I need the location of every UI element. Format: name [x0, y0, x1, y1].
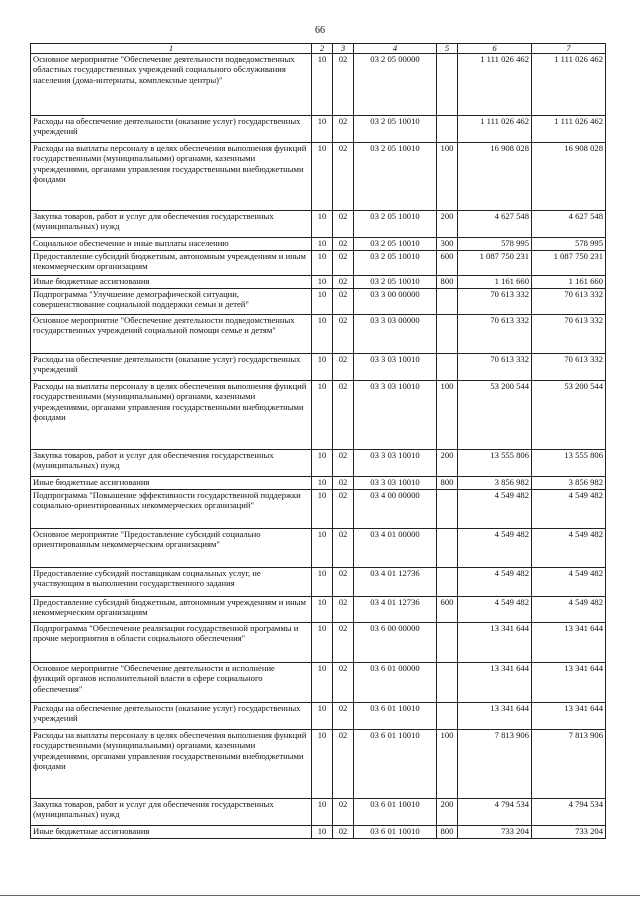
- target-article-code: 03 4 01 12736: [354, 568, 437, 597]
- amount-year-2: 13 341 644: [532, 623, 606, 663]
- budget-table: [30, 43, 606, 839]
- target-article-code: 03 2 05 10010: [354, 211, 437, 238]
- amount-year-2: 1 111 026 462: [532, 54, 606, 116]
- table-row: [31, 354, 606, 381]
- table-row: [31, 289, 606, 315]
- amount-year-2: 7 813 906: [532, 730, 606, 799]
- subsection-code: 02: [333, 211, 354, 238]
- subsection-code: 02: [333, 663, 354, 703]
- amount-year-2: 16 908 028: [532, 143, 606, 211]
- section-code: 10: [312, 799, 333, 826]
- amount-year-1: 4 549 482: [458, 597, 532, 623]
- section-code: 10: [312, 116, 333, 143]
- expense-type-code: 200: [437, 799, 458, 826]
- expenditure-name: Закупка товаров, работ и услуг для обеспечения государственных (муниципальных) нужд: [31, 799, 312, 826]
- amount-year-2: 4 627 548: [532, 211, 606, 238]
- table-row: [31, 799, 606, 826]
- section-code: 10: [312, 477, 333, 490]
- expense-type-code: [437, 529, 458, 568]
- subsection-code: 02: [333, 826, 354, 839]
- section-code: 10: [312, 529, 333, 568]
- target-article-code: 03 3 03 00000: [354, 315, 437, 354]
- amount-year-2: 53 200 544: [532, 381, 606, 450]
- target-article-code: 03 3 03 10010: [354, 354, 437, 381]
- target-article-code: 03 3 03 10010: [354, 450, 437, 477]
- expense-type-code: 600: [437, 597, 458, 623]
- subsection-code: 02: [333, 529, 354, 568]
- expenditure-name: Основное мероприятие "Предоставление субсидий социально ориентированным некоммерческим организациям": [31, 529, 312, 568]
- amount-year-1: 13 341 644: [458, 663, 532, 703]
- amount-year-2: 70 613 332: [532, 315, 606, 354]
- target-article-code: 03 2 05 10010: [354, 276, 437, 289]
- section-code: 10: [312, 315, 333, 354]
- amount-year-1: 4 549 482: [458, 529, 532, 568]
- expenditure-name: Расходы на обеспечение деятельности (оказание услуг) государственных учреждений: [31, 116, 312, 143]
- target-article-code: 03 2 05 10010: [354, 251, 437, 276]
- subsection-code: 02: [333, 315, 354, 354]
- subsection-code: 02: [333, 477, 354, 490]
- expense-type-code: 800: [437, 477, 458, 490]
- target-article-code: 03 2 05 00000: [354, 54, 437, 116]
- subsection-code: 02: [333, 568, 354, 597]
- amount-year-2: 4 794 534: [532, 799, 606, 826]
- expense-type-code: 100: [437, 143, 458, 211]
- expenditure-name: Расходы на выплаты персоналу в целях обеспечения выполнения функций государственными (муниципальными) органами, казенными учреждениями, органами управления государственными внебюджетными фондами: [31, 143, 312, 211]
- section-code: 10: [312, 251, 333, 276]
- expenditure-name: Социальное обеспечение и иные выплаты населению: [31, 238, 312, 251]
- amount-year-2: 733 204: [532, 826, 606, 839]
- expenditure-name: Подпрограмма "Обеспечение реализации государственной программы и прочие мероприятия в области социального обеспечения": [31, 623, 312, 663]
- subsection-code: 02: [333, 490, 354, 529]
- section-code: 10: [312, 354, 333, 381]
- expenditure-name: Предоставление субсидий бюджетным, автономным учреждениям и иным некоммерческим организациям: [31, 251, 312, 276]
- amount-year-2: 578 995: [532, 238, 606, 251]
- expenditure-name: Расходы на выплаты персоналу в целях обеспечения выполнения функций государственными (муниципальными) органами, казенными учреждениями, органами управления государственными внебюджетными фондами: [31, 381, 312, 450]
- subsection-code: 02: [333, 116, 354, 143]
- amount-year-1: 70 613 332: [458, 315, 532, 354]
- amount-year-1: 578 995: [458, 238, 532, 251]
- table-row: [31, 490, 606, 529]
- amount-year-2: 13 341 644: [532, 703, 606, 730]
- amount-year-2: 1 111 026 462: [532, 116, 606, 143]
- page-edge-line: [0, 895, 640, 896]
- table-row: [31, 568, 606, 597]
- expense-type-code: [437, 116, 458, 143]
- page-number: 66: [315, 25, 325, 36]
- expense-type-code: 100: [437, 381, 458, 450]
- expenditure-name: Подпрограмма "Повышение эффективности государственной поддержки социально-ориентированных некоммерческих организаций": [31, 490, 312, 529]
- expense-type-code: [437, 354, 458, 381]
- target-article-code: 03 4 01 12736: [354, 597, 437, 623]
- expense-type-code: 300: [437, 238, 458, 251]
- table-row: [31, 477, 606, 490]
- expenditure-name: Основное мероприятие "Обеспечение деятельности подведомственных областных государственных учреждений социального обслуживания населения (дома-интернаты, комплексные центры)": [31, 54, 312, 116]
- header-cell-4: 4: [354, 44, 437, 54]
- target-article-code: 03 6 01 10010: [354, 730, 437, 799]
- expenditure-name: Иные бюджетные ассигнования: [31, 276, 312, 289]
- header-row: [31, 44, 606, 54]
- table-row: [31, 529, 606, 568]
- section-code: 10: [312, 289, 333, 315]
- header-cell-5: 5: [437, 44, 458, 54]
- amount-year-2: 1 087 750 231: [532, 251, 606, 276]
- expense-type-code: [437, 315, 458, 354]
- amount-year-2: 3 856 982: [532, 477, 606, 490]
- header-cell-6: 6: [458, 44, 532, 54]
- section-code: 10: [312, 211, 333, 238]
- table-row: [31, 54, 606, 116]
- table-row: [31, 238, 606, 251]
- amount-year-2: 70 613 332: [532, 354, 606, 381]
- subsection-code: 02: [333, 381, 354, 450]
- header-cell-2: 2: [312, 44, 333, 54]
- target-article-code: 03 4 01 00000: [354, 529, 437, 568]
- expense-type-code: [437, 623, 458, 663]
- section-code: 10: [312, 276, 333, 289]
- amount-year-1: 13 341 644: [458, 623, 532, 663]
- expense-type-code: [437, 289, 458, 315]
- amount-year-1: 53 200 544: [458, 381, 532, 450]
- table-row: [31, 703, 606, 730]
- amount-year-1: 733 204: [458, 826, 532, 839]
- subsection-code: 02: [333, 354, 354, 381]
- table-row: [31, 381, 606, 450]
- amount-year-1: 1 111 026 462: [458, 116, 532, 143]
- expenditure-name: Иные бюджетные ассигнования: [31, 477, 312, 490]
- expenditure-name: Предоставление субсидий поставщикам социальных услуг, не участвующим в выполнении государственного задания: [31, 568, 312, 597]
- amount-year-2: 4 549 482: [532, 529, 606, 568]
- target-article-code: 03 4 00 00000: [354, 490, 437, 529]
- amount-year-2: 70 613 332: [532, 289, 606, 315]
- section-code: 10: [312, 568, 333, 597]
- target-article-code: 03 6 01 10010: [354, 826, 437, 839]
- amount-year-1: 7 813 906: [458, 730, 532, 799]
- expense-type-code: 800: [437, 826, 458, 839]
- target-article-code: 03 2 05 10010: [354, 116, 437, 143]
- expense-type-code: 600: [437, 251, 458, 276]
- section-code: 10: [312, 597, 333, 623]
- section-code: 10: [312, 143, 333, 211]
- expense-type-code: [437, 54, 458, 116]
- subsection-code: 02: [333, 623, 354, 663]
- amount-year-1: 1 111 026 462: [458, 54, 532, 116]
- table-row: [31, 597, 606, 623]
- amount-year-1: 4 627 548: [458, 211, 532, 238]
- section-code: 10: [312, 381, 333, 450]
- amount-year-1: 4 549 482: [458, 568, 532, 597]
- target-article-code: 03 3 00 00000: [354, 289, 437, 315]
- table-row: [31, 116, 606, 143]
- expense-type-code: [437, 703, 458, 730]
- subsection-code: 02: [333, 289, 354, 315]
- target-article-code: 03 3 03 10010: [354, 381, 437, 450]
- header-cell-7: 7: [532, 44, 606, 54]
- subsection-code: 02: [333, 54, 354, 116]
- header-cell-1: 1: [31, 44, 312, 54]
- section-code: 10: [312, 238, 333, 251]
- expenditure-name: Предоставление субсидий бюджетным, автономным учреждениям и иным некоммерческим организациям: [31, 597, 312, 623]
- section-code: 10: [312, 730, 333, 799]
- table-row: [31, 663, 606, 703]
- subsection-code: 02: [333, 730, 354, 799]
- target-article-code: 03 2 05 10010: [354, 143, 437, 211]
- expense-type-code: 200: [437, 450, 458, 477]
- amount-year-2: 4 549 482: [532, 597, 606, 623]
- subsection-code: 02: [333, 251, 354, 276]
- header-cell-3: 3: [333, 44, 354, 54]
- table-row: [31, 315, 606, 354]
- subsection-code: 02: [333, 276, 354, 289]
- expenditure-name: Подпрограмма "Улучшение демографической ситуации, совершенствование социальной поддержки семьи и детей": [31, 289, 312, 315]
- expense-type-code: 200: [437, 211, 458, 238]
- expenditure-name: Закупка товаров, работ и услуг для обеспечения государственных (муниципальных) нужд: [31, 211, 312, 238]
- subsection-code: 02: [333, 597, 354, 623]
- target-article-code: 03 6 01 10010: [354, 703, 437, 730]
- expenditure-name: Закупка товаров, работ и услуг для обеспечения государственных (муниципальных) нужд: [31, 450, 312, 477]
- amount-year-1: 70 613 332: [458, 289, 532, 315]
- table-row: [31, 826, 606, 839]
- target-article-code: 03 2 05 10010: [354, 238, 437, 251]
- table-row: [31, 251, 606, 276]
- expenditure-name: Расходы на обеспечение деятельности (оказание услуг) государственных учреждений: [31, 354, 312, 381]
- amount-year-1: 1 087 750 231: [458, 251, 532, 276]
- section-code: 10: [312, 826, 333, 839]
- expenditure-name: Расходы на выплаты персоналу в целях обеспечения выполнения функций государственными (муниципальными) органами, казенными учреждениями, органами управления государственными внебюджетными фондами: [31, 730, 312, 799]
- section-code: 10: [312, 703, 333, 730]
- subsection-code: 02: [333, 143, 354, 211]
- subsection-code: 02: [333, 799, 354, 826]
- expenditure-name: Иные бюджетные ассигнования: [31, 826, 312, 839]
- section-code: 10: [312, 663, 333, 703]
- subsection-code: 02: [333, 238, 354, 251]
- amount-year-1: 13 555 806: [458, 450, 532, 477]
- table-row: [31, 730, 606, 799]
- table-row: [31, 450, 606, 477]
- section-code: 10: [312, 490, 333, 529]
- amount-year-1: 1 161 660: [458, 276, 532, 289]
- target-article-code: 03 6 01 00000: [354, 663, 437, 703]
- amount-year-2: 13 555 806: [532, 450, 606, 477]
- target-article-code: 03 3 03 10010: [354, 477, 437, 490]
- amount-year-1: 4 794 534: [458, 799, 532, 826]
- subsection-code: 02: [333, 703, 354, 730]
- amount-year-1: 16 908 028: [458, 143, 532, 211]
- target-article-code: 03 6 00 00000: [354, 623, 437, 663]
- expenditure-name: Основное мероприятие "Обеспечение деятельности и исполнение функций органов исполнительной власти в сфере социального обеспечения": [31, 663, 312, 703]
- expense-type-code: [437, 490, 458, 529]
- table-row: [31, 211, 606, 238]
- amount-year-2: 4 549 482: [532, 568, 606, 597]
- amount-year-2: 13 341 644: [532, 663, 606, 703]
- section-code: 10: [312, 623, 333, 663]
- expense-type-code: [437, 568, 458, 597]
- expense-type-code: 100: [437, 730, 458, 799]
- amount-year-2: 1 161 660: [532, 276, 606, 289]
- amount-year-2: 4 549 482: [532, 490, 606, 529]
- target-article-code: 03 6 01 10010: [354, 799, 437, 826]
- table-row: [31, 143, 606, 211]
- expenditure-name: Основное мероприятие "Обеспечение деятельности подведомственных государственных учреждений социальной помощи семье и детям": [31, 315, 312, 354]
- section-code: 10: [312, 54, 333, 116]
- table-row: [31, 623, 606, 663]
- amount-year-1: 13 341 644: [458, 703, 532, 730]
- amount-year-1: 70 613 332: [458, 354, 532, 381]
- table-row: [31, 276, 606, 289]
- amount-year-1: 4 549 482: [458, 490, 532, 529]
- expense-type-code: [437, 663, 458, 703]
- expenditure-name: Расходы на обеспечение деятельности (оказание услуг) государственных учреждений: [31, 703, 312, 730]
- amount-year-1: 3 856 982: [458, 477, 532, 490]
- expense-type-code: 800: [437, 276, 458, 289]
- section-code: 10: [312, 450, 333, 477]
- subsection-code: 02: [333, 450, 354, 477]
